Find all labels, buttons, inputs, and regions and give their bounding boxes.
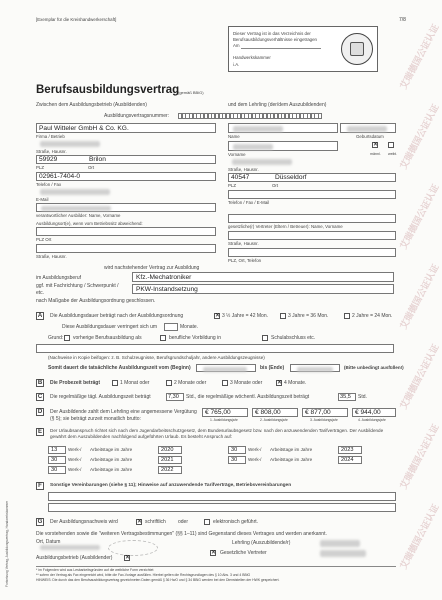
birthdate-label: Geburtsdatum: [356, 134, 384, 139]
fach-field[interactable]: [132, 284, 394, 294]
probation-3-checkbox[interactable]: [222, 380, 228, 386]
other-agreements-line1[interactable]: [48, 492, 396, 501]
parents-label: gesetzliche(r) Vertreter (Eltern / Betreuer): Name, Vorname: [228, 224, 343, 229]
contract-number-label: Ausbildungsvertragsnummer:: [104, 113, 170, 119]
between-right: und dem Lehrling (der/dem Auszubildenden): [228, 102, 327, 108]
company-phone-field[interactable]: [36, 172, 216, 181]
pay-year3-amount: € 877,00: [305, 409, 331, 416]
apprentice-plz-label: PLZ: [228, 183, 237, 188]
vacation-unit: Werk-/: [68, 467, 82, 472]
training-closing: nach Maßgabe der Ausbildungsordnung geschlossen.: [36, 298, 156, 304]
responsible-label: verantwortlicher Ausbilder: Name, Vorname: [36, 213, 121, 218]
vacation-label: Arbeitstage im Jahre: [270, 447, 313, 452]
female-checkbox[interactable]: [388, 142, 394, 148]
apprentice-city-field[interactable]: [228, 173, 396, 182]
record-written-label: schriftlich: [145, 519, 166, 525]
vacation-unit: Werk-/: [68, 447, 82, 452]
reason-school-checkbox[interactable]: [262, 335, 268, 341]
pay-year2-label: 2. Ausbildungsjahr: [260, 418, 288, 422]
weekly-hours-field[interactable]: [338, 393, 356, 401]
probation-2-checkbox[interactable]: [166, 380, 172, 386]
apprentice-name-field[interactable]: [228, 123, 338, 133]
duration-36-label: 3 Jahre = 36 Mon.: [288, 313, 329, 319]
section-g-marker: G: [37, 519, 43, 525]
section-c-text2: Std., die regelmäßige wöchentl. Ausbildungszeit beträgt: [186, 394, 310, 400]
std-label: Std.: [358, 394, 367, 400]
watermark-text: 艾瑞德国公证认证: [398, 342, 441, 411]
title-suffix: (gemäß BBiG): [178, 90, 204, 95]
vacation-days-2023[interactable]: 30: [228, 446, 246, 454]
apprentice-plz: 40547: [231, 174, 250, 181]
fach-value: PKW-Instandsetzung: [136, 285, 198, 293]
apprentice-signature: [320, 540, 360, 547]
redacted-birthdate: [347, 126, 387, 132]
section-c-text1: Die regelmäßige tägl. Ausbildungszeit beträgt: [50, 394, 151, 400]
pay-year2-field[interactable]: [252, 408, 298, 417]
watermark-text: 艾瑞德国公证认证: [398, 422, 441, 491]
birthdate-field[interactable]: [340, 123, 396, 133]
must-fill-note: (Bitte unbedingt ausfüllen!): [344, 365, 404, 370]
pay-year2-amount: € 808,00: [255, 409, 281, 416]
reason-prior-education-label: berufliche Vorbildung in: [169, 335, 221, 341]
weekly-hours: 35,5: [340, 394, 351, 400]
probation-1-label: 1 Monat oder: [120, 380, 150, 386]
probation-3-label: 3 Monate oder: [230, 380, 263, 386]
footnote-2: ** sofern der Vertrag als Fax eingereicht wird, bitte die Fax-Vorlage ausfüllen. Hierbei gelten die Rechtsgrundlagen des § 10 Abs. 3 und 4 BBiG: [36, 573, 251, 577]
daily-hours: 7,30: [168, 394, 179, 400]
company-sig-checkbox[interactable]: ✕: [125, 555, 131, 561]
company-phone: 02961-7404-0: [39, 173, 81, 180]
nachweis-note: (Nachweise in Kopie beifügen: z. B. Schulzeugnisse, Berufsgrundschuljahr, andere Ausbildungszeugnisse): [48, 355, 265, 360]
official-seal: [341, 33, 373, 65]
vacation-unit: Werk-/: [248, 447, 262, 452]
company-name: Paul Witteler GmbH & Co. KG.: [39, 124, 129, 132]
responsible-field[interactable]: [36, 203, 216, 212]
parents-street-label: Straße, Hausnr.: [228, 241, 259, 246]
apprentice-city-label: Ort: [272, 183, 279, 188]
document-title: Berufsausbildungsvertrag: [36, 84, 180, 96]
section-b-text: Die Probezeit beträgt: [50, 380, 101, 386]
pay-year4-amount: € 944,00: [355, 409, 381, 416]
watermark-text: 艾瑞德国公证认证: [398, 102, 441, 171]
male-checkbox[interactable]: ✕: [373, 142, 379, 148]
redacted-name: [233, 126, 283, 132]
redacted-vorname: [233, 144, 273, 150]
redacted-place-date: [40, 545, 100, 550]
ort-datum-label: Ort, Datum: [36, 539, 61, 545]
fach-label: ggf. mit Fachrichtung / Schwerpunkt / etc.: [36, 283, 119, 296]
vacation-label: Arbeitstage im Jahre: [90, 447, 133, 452]
vacation-year-2021[interactable]: 2021: [158, 456, 182, 464]
firma-label: Firma / Betrieb: [36, 134, 65, 139]
exemplar-note: [Exemplar für die Kreishandwerkerschaft]: [36, 17, 117, 22]
register-chamber: Handwerkskammer: [233, 55, 271, 60]
apprentice-phone-label: Telefon / Fax / E-Mail: [228, 200, 270, 205]
guardian-signature: [320, 550, 366, 557]
parents-city-label: PLZ, Ort, Telefon: [228, 258, 262, 263]
apprentice-street-label: Straße, Hausnr.: [228, 167, 259, 172]
beruf-label: im Ausbildungsberuf: [36, 275, 82, 281]
company-city-label: Ort: [88, 165, 95, 170]
male-label: männl.: [370, 152, 381, 156]
section-f-text: Sonstige Vereinbarungen (siehe § 11); Hinweise auf anzuwendende Tarifverträge, Betriebsvereinbarungen: [50, 483, 292, 488]
footnote-3: HINWEIS: Die durch das den Berufsausbildungsvertrag gezeichneten Daten gemäß § 36 HwO und § 34 BBiG werden bei den Dienststellen der HWK gespeichert.: [36, 578, 280, 582]
redacted-start: [203, 367, 247, 372]
alt-address-label: Ausbildungsort(e), wenn vom Betriebssitz abweichend:: [36, 221, 143, 226]
company-city-field[interactable]: [36, 155, 216, 164]
vacation-label: Arbeitstage im Jahre: [90, 467, 133, 472]
vacation-label: Arbeitstage im Jahre: [90, 457, 133, 462]
duration-36-checkbox[interactable]: [280, 313, 286, 319]
reason-prior-training-checkbox[interactable]: [64, 335, 70, 341]
apprentice-city: Düsseldorf: [275, 174, 307, 181]
alt-street-label: Straße, Hausnr.: [36, 254, 67, 259]
reason-detail-field[interactable]: [36, 344, 394, 353]
or-label: oder: [178, 519, 189, 525]
company-name-field[interactable]: [36, 123, 216, 133]
probation-2-label: 2 Monate oder: [174, 380, 207, 386]
section-a-text: Die Ausbildungsdauer beträgt nach der Ausbildungsordnung: [50, 313, 184, 319]
section-e-marker: E: [37, 429, 42, 435]
apprentice-name-label: Name: [228, 134, 240, 139]
redacted-apprentice-street: [232, 159, 292, 165]
vacation-unit: Werk-/: [248, 457, 262, 462]
female-label: weibl.: [388, 152, 398, 156]
vacation-year-2022[interactable]: 2022: [158, 466, 182, 474]
pay-year1-label: 1. Ausbildungsjahr: [210, 418, 238, 422]
register-am: Am: [233, 43, 240, 48]
section-b-marker: B: [37, 380, 43, 386]
months-label: Monate.: [180, 324, 199, 330]
redacted-email: [40, 189, 110, 195]
company-sig-label: Ausbildungsbetrieb (Ausbildender): [36, 555, 113, 561]
parents-field[interactable]: [228, 214, 396, 223]
reason-school-label: Schulabschluss etc.: [271, 335, 316, 341]
vacation-days-2024[interactable]: 30: [228, 456, 246, 464]
daily-hours-field[interactable]: [166, 393, 184, 401]
closing-text: Die vorstehenden sowie die "weiteren Vertragsbestimmungen" (§§ 1–11) sind Gegenstand dieses Vertrages und werden anerkannt.: [36, 531, 327, 537]
company-phone-label: Telefon / Fax: [36, 182, 62, 187]
vacation-label: Arbeitstage im Jahre: [270, 457, 313, 462]
side-label: [2, 460, 8, 600]
training-intro: wird nachstehender Vertrag zur Ausbildung: [104, 265, 200, 271]
pay-year4-field[interactable]: [352, 408, 396, 417]
vacation-days-2021[interactable]: 30: [48, 456, 66, 464]
section-f-marker: F: [36, 482, 44, 490]
duration-24-label: 2 Jahre = 24 Mon.: [352, 313, 393, 319]
pay-year1-amount: € 765,00: [205, 409, 231, 416]
watermark-text: 艾瑞德国公证认证: [398, 502, 441, 571]
watermark-text: 艾瑞德国公证认证: [398, 182, 441, 251]
vorname-field[interactable]: [228, 141, 338, 151]
duration-42-checkbox[interactable]: ✕: [215, 313, 221, 319]
reduce-months-field[interactable]: [164, 323, 178, 331]
section-e-text: Der Urlaubsanspruch richtet sich nach dem Jugendarbeitsschutzgesetz, dem Bundesurlaubsgesetz bzw. nach den anzuwendenden Tarifverträgen. Der Ausbildende gewährt dem Auszubildenden nachfolgend aufgeführten Urlaub. Es besteht Anspruch auf:: [50, 428, 384, 439]
register-text: Dieser Vertrag ist in das Verzeichnis der Berufsausbildungsverhältnisse eingetragen: [233, 31, 317, 42]
probation-4-label: 4 Monate.: [284, 380, 307, 386]
vacation-year-2020[interactable]: 2020: [158, 446, 182, 454]
parents-city-field[interactable]: [228, 248, 396, 257]
other-agreements-line2[interactable]: [48, 503, 396, 512]
start-date-field[interactable]: [196, 364, 256, 372]
apprentice-sig-label: Lehrling (Auszubildende/r): [232, 540, 291, 546]
reason-prior-training-label: vorherige Berufsausbildung als: [73, 335, 142, 341]
section-a-marker: A: [37, 313, 43, 319]
section-c-marker: C: [37, 394, 43, 400]
company-stamp: [108, 540, 158, 556]
vacation-year-2024[interactable]: 2024: [338, 456, 362, 464]
duration-24-checkbox[interactable]: [344, 313, 350, 319]
beruf-value: Kfz.-Mechatroniker: [136, 273, 192, 281]
section-g-text: Der Ausbildungsnachweis wird: [50, 519, 118, 525]
alt-street-field[interactable]: [36, 244, 216, 253]
side-text: Fortsetzung Vertrag, Ausbildungsvertrag, Handwerkskammer: [5, 500, 9, 587]
duration-42-label: 3 ½ Jahre = 42 Mon.: [222, 313, 269, 319]
contract-number-cells[interactable]: [178, 113, 322, 119]
end-date-field[interactable]: [290, 364, 340, 372]
apprentice-phone-field[interactable]: [228, 190, 396, 199]
guardian-sig-label: Gesetzliche Vertreter: [220, 550, 267, 556]
bis-label: bis (Ende): [260, 365, 285, 371]
pay-year1-field[interactable]: [202, 408, 248, 417]
alt-plz-field[interactable]: [36, 227, 216, 236]
record-electronic-label: elektronisch geführt.: [213, 519, 259, 525]
pay-year3-label: 3. Ausbildungsjahr: [310, 418, 338, 422]
guardian-sig-checkbox[interactable]: ✕: [211, 550, 217, 556]
alt-plz-ort-label: PLZ Ort: [36, 237, 52, 242]
watermark-text: 艾瑞德国公证认证: [398, 262, 441, 331]
redacted-street: [40, 141, 100, 147]
vacation-year-2023[interactable]: 2023: [338, 446, 362, 454]
pay-year4-label: 4. Ausbildungsjahr: [358, 418, 386, 422]
reason-prior-education-checkbox[interactable]: [160, 335, 166, 341]
record-written-checkbox[interactable]: ✕: [137, 519, 143, 525]
probation-4-checkbox[interactable]: ✕: [277, 380, 283, 386]
company-plz: 59929: [39, 156, 58, 163]
vacation-days-2020[interactable]: 13: [48, 446, 66, 454]
company-plz-label: PLZ: [36, 165, 45, 170]
section-d-marker: D: [37, 409, 43, 415]
register-stamp-box: [228, 26, 378, 72]
record-electronic-checkbox[interactable]: [204, 519, 210, 525]
period-text: Somit dauert die tatsächliche Ausbildungszeit vom (Beginn): [48, 365, 191, 371]
page-number: 7/8: [399, 17, 406, 23]
beruf-field[interactable]: [132, 272, 394, 282]
vacation-unit: Werk-/: [68, 457, 82, 462]
company-city: Brilon: [89, 156, 106, 163]
between-left: Zwischen dem Ausbildungsbetrieb (Ausbildenden): [36, 102, 147, 108]
redacted-end: [297, 367, 333, 372]
redacted-responsible: [41, 206, 111, 211]
grund-label: Grund:: [48, 335, 64, 341]
probation-1-checkbox[interactable]: [112, 380, 118, 386]
reduce-text: Diese Ausbildungsdauer verringert sich um: [62, 324, 158, 330]
register-ia: i.A.: [233, 62, 240, 67]
vorname-label: Vorname: [228, 152, 246, 157]
parents-street-field[interactable]: [228, 231, 396, 240]
company-street-label: Straße, Hausnr.: [36, 149, 67, 154]
pay-year3-field[interactable]: [302, 408, 348, 417]
section-d-text: Der Ausbildende zahlt dem Lehrling eine angemessene Vergütung (§ 5); sie beträgt zurzeit monatlich brutto:: [50, 409, 197, 422]
watermark-text: 艾瑞德国公证认证: [398, 22, 441, 91]
vacation-days-2022[interactable]: 30: [48, 466, 66, 474]
footnote-1: * im Folgenden wird aus Lesbarkeitsgründen auf die weibliche Form verzichtet: [36, 568, 154, 572]
company-email-label: E-Mail: [36, 197, 49, 202]
